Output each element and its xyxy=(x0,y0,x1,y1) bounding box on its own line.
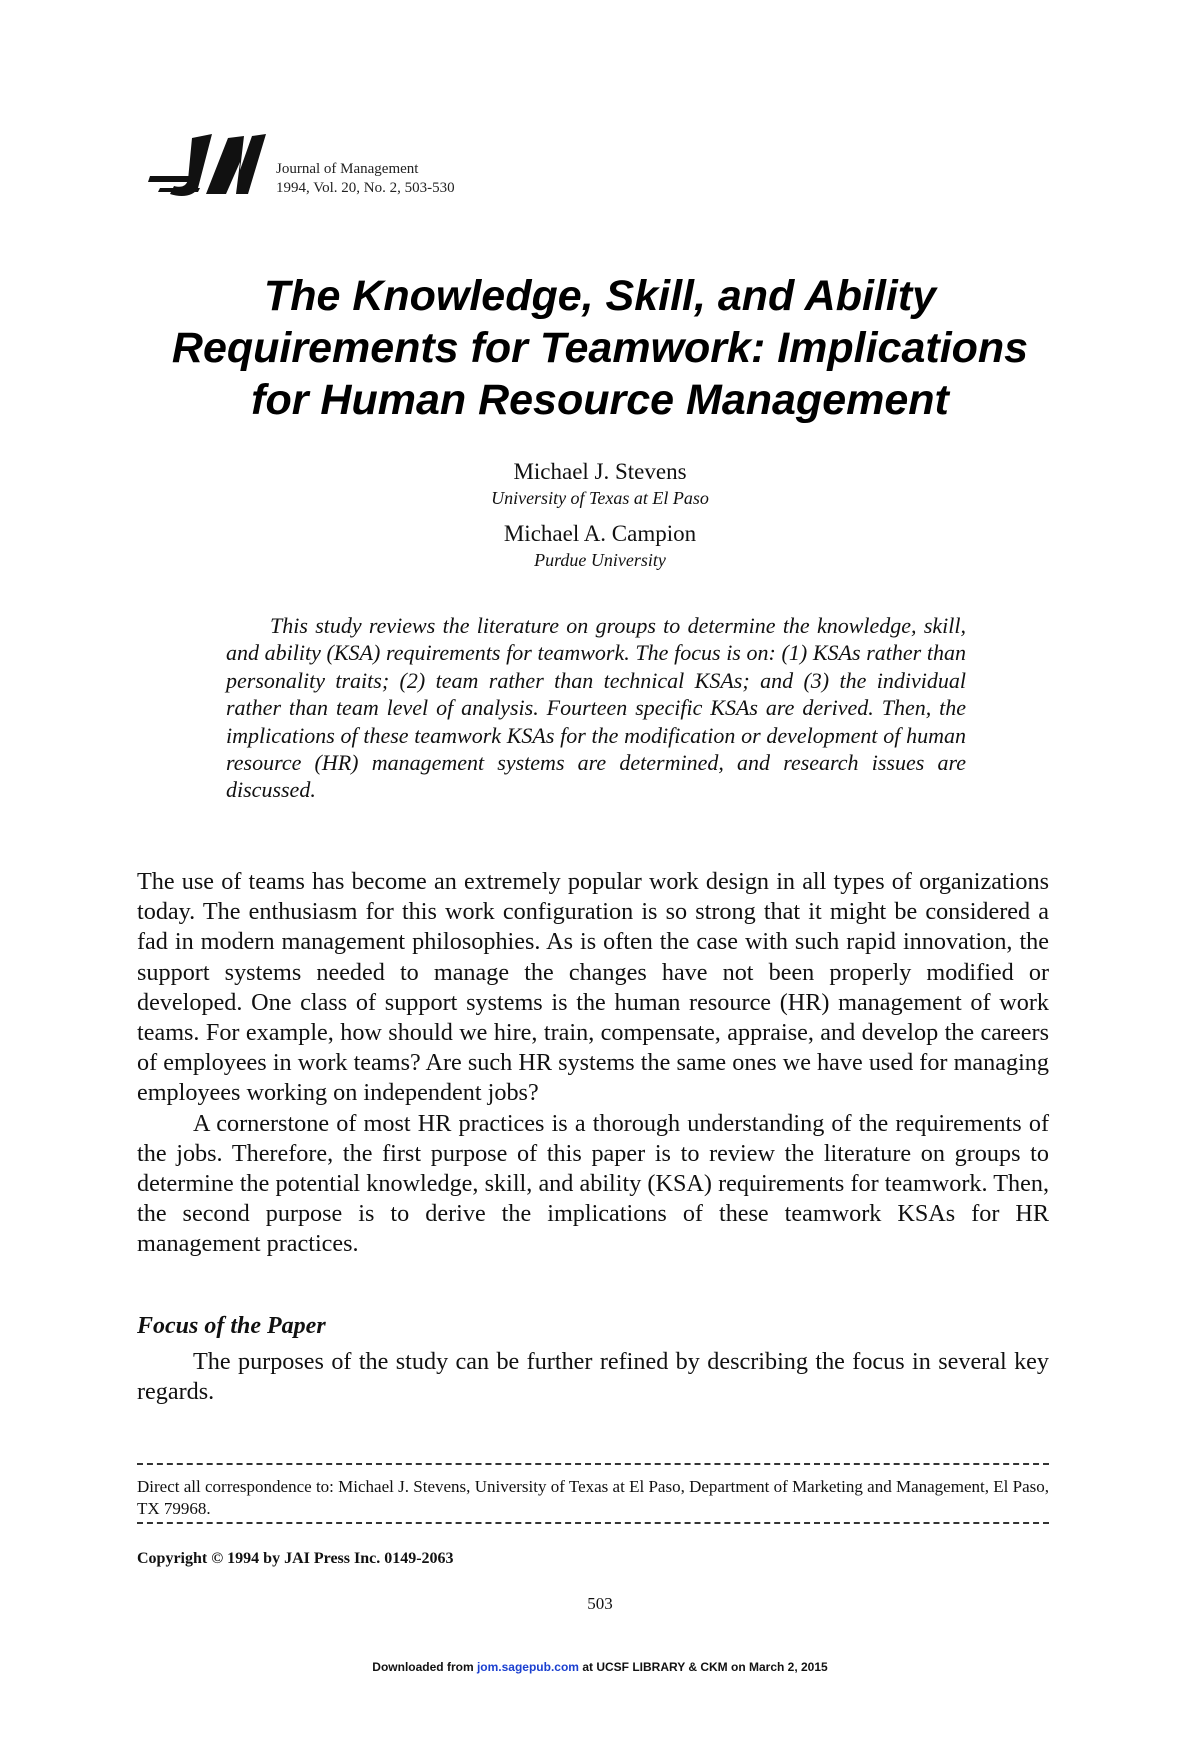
author-block xyxy=(200,458,1000,510)
title-line: The Knowledge, Skill, and Ability xyxy=(263,272,937,320)
journal-header xyxy=(148,132,455,200)
copyright-line: Copyright © 1994 by JAI Press Inc. 0149-2063 xyxy=(137,1550,454,1567)
body-text xyxy=(137,867,1049,1260)
title-line: Requirements for Teamwork: Implications xyxy=(171,324,1029,372)
download-suffix: at UCSF LIBRARY & CKM on March 2, 2015 xyxy=(578,1660,828,1674)
abstract: This study reviews the literature on groups to determine the knowledge, skill, and ability (KSA) requirements for teamwork. The focus is on: (1) KSAs rather than personality traits; (2) team rather than technical KSAs; and (3) the individual rather than team level of analysis. Fourteen specific KSAs are derived. Then, the implications of these teamwork KSAs for the modification or development of human resource (HR) management systems are determined, and research issues are discussed. xyxy=(226,613,966,803)
download-source-link[interactable]: jom.sagepub.com xyxy=(476,1660,579,1674)
paper-title xyxy=(100,270,1100,426)
author-affiliation: University of Texas at El Paso xyxy=(491,488,709,508)
author-name: Michael J. Stevens xyxy=(513,459,687,484)
journal-name: Journal of Management xyxy=(276,161,419,177)
section-heading: Focus of the Paper xyxy=(137,1313,326,1339)
author-list xyxy=(200,458,1000,572)
journal-info xyxy=(276,160,455,198)
correspondence-footnote: Direct all correspondence to: Michael J. Stevens, University of Texas at El Paso, Department of Marketing and Management, El Paso, TX 79968. xyxy=(137,1477,1049,1518)
page-number: 503 xyxy=(587,1594,613,1613)
download-prefix: Downloaded from xyxy=(372,1660,477,1674)
footnote-divider xyxy=(137,1463,1049,1465)
author-affiliation: Purdue University xyxy=(534,550,666,570)
title-line: for Human Resource Management xyxy=(251,376,949,424)
author-name: Michael A. Campion xyxy=(503,521,697,546)
journal-citation: 1994, Vol. 20, No. 2, 503-530 xyxy=(276,180,455,196)
body-paragraph: The purposes of the study can be further refined by describing the focus in several key regards. xyxy=(137,1348,1049,1406)
body-paragraph: The use of teams has become an extremely popular work design in all types of organizations today. The enthusiasm for this work configuration is so strong that it might be considered a fad in modern management philosophies. As is often the case with such rapid innovation, the support systems needed to manage the changes have not been properly modified or developed. One class of support systems is the human resource (HR) management of work teams. For example, how should we hire, train, compensate, appraise, and develop the careers of employees in work teams? Are such HR systems the same ones we have used for managing employees working on independent jobs? xyxy=(137,868,1049,1107)
body-paragraph: A cornerstone of most HR practices is a thorough understanding of the requirements of the jobs. Therefore, the first purpose of this paper is to review the literature on groups to determine the potential knowledge, skill, and ability (KSA) requirements for teamwork. Then, the second purpose is to derive the implications of these teamwork KSAs for HR management practices. xyxy=(137,1109,1049,1258)
footnote-divider xyxy=(137,1522,1049,1524)
download-note xyxy=(0,1660,1200,1674)
author-block xyxy=(200,520,1000,572)
journal-logo-icon xyxy=(148,132,266,200)
